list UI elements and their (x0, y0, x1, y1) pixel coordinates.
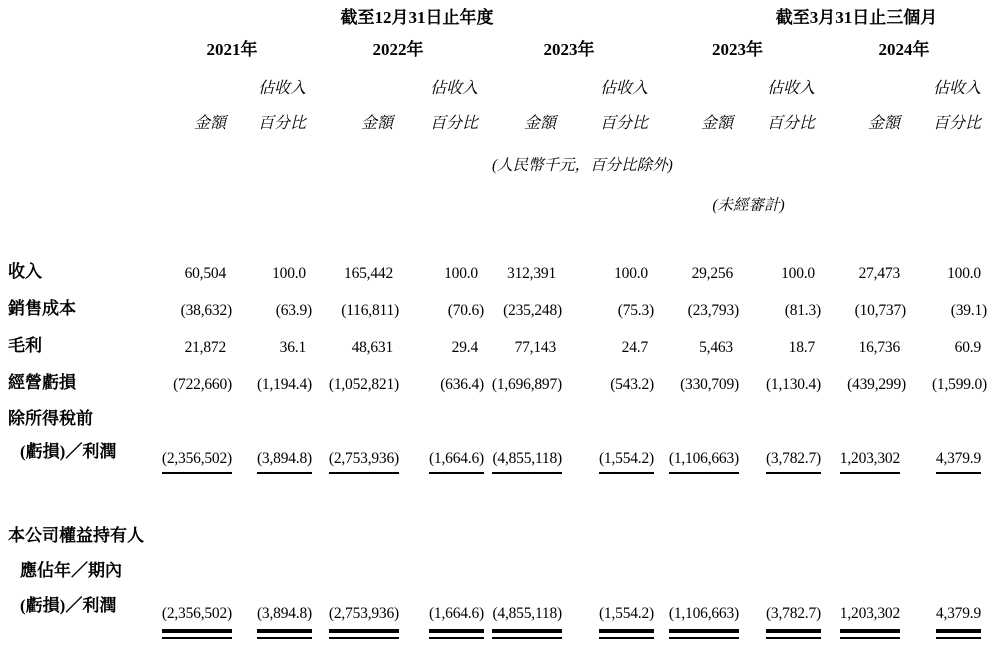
revenue-share-label: 佔收入 (257, 80, 306, 97)
cell-value: (636.4) (440, 376, 484, 393)
value-cell (906, 290, 987, 327)
cell-value: (81.3) (784, 302, 821, 319)
value-cell (399, 327, 484, 364)
cell-value: (543.2) (610, 376, 654, 393)
amount-label: 金額 (523, 115, 556, 132)
empty-cell (0, 28, 152, 60)
cell-value: 100.0 (614, 265, 648, 282)
revenue-share-label: 佔收入 (599, 80, 648, 97)
value-cell (562, 253, 654, 290)
cell-value: 16,736 (858, 339, 900, 356)
cell-value: 5,463 (699, 339, 733, 356)
cell-value: 36.1 (279, 339, 306, 356)
row-label (0, 253, 152, 290)
table-row (0, 327, 987, 364)
cell-value: (1,664.6) (428, 605, 484, 622)
year-label-2023: 2023年 (543, 40, 595, 59)
value-cell (821, 290, 906, 327)
year-label-2021: 2021年 (206, 40, 258, 59)
value-cell (312, 327, 399, 364)
percentage-label: 百分比 (429, 115, 478, 132)
value-cell (232, 401, 312, 477)
value-cell (484, 401, 562, 477)
units-note-cell (484, 133, 673, 175)
cell-value: (1,052,821) (328, 376, 399, 393)
cell-value: (3,894.8) (256, 605, 312, 622)
subheader-row-2 (0, 98, 987, 133)
units-note-row (0, 133, 987, 175)
value-cell (152, 327, 232, 364)
cell-value: (2,356,502) (161, 605, 232, 622)
cell-value: 21,872 (184, 339, 226, 356)
value-cell (152, 518, 232, 647)
row-label (0, 364, 152, 401)
value-cell (562, 401, 654, 477)
amount-label: 金額 (867, 115, 900, 132)
revenue-share-label: 佔收入 (766, 80, 815, 97)
value-cell (906, 253, 987, 290)
amount-label: 金額 (700, 115, 733, 132)
year-label-2022: 2022年 (372, 40, 424, 59)
value-cell (399, 253, 484, 290)
row-label-line: 應佔年／期內 (20, 561, 122, 580)
cell-value: (439,299) (847, 376, 906, 393)
cell-value: 100.0 (947, 265, 981, 282)
value-cell (821, 253, 906, 290)
value-cell (821, 364, 906, 401)
spacer-row (0, 215, 987, 253)
value-cell (821, 401, 906, 477)
revenue-share-label: 佔收入 (429, 80, 478, 97)
value-cell (152, 401, 232, 477)
units-note: (人民幣千元，百分比除外) (492, 157, 673, 174)
value-cell (739, 518, 821, 647)
cell-value: (1,106,663) (668, 605, 739, 622)
value-cell (739, 364, 821, 401)
cell-value: 1,203,302 (839, 605, 900, 622)
value-cell (312, 290, 399, 327)
cell-value: 100.0 (272, 265, 306, 282)
unaudited-note-cell (654, 175, 821, 215)
percentage-label: 百分比 (932, 115, 981, 132)
unaudited-note-row (0, 175, 987, 215)
cell-value: (1,130.4) (765, 376, 821, 393)
row-label-line: 經營虧損 (8, 373, 76, 392)
value-cell (152, 364, 232, 401)
table-row (0, 253, 987, 290)
value-cell (562, 364, 654, 401)
cell-value: 29.4 (451, 339, 478, 356)
value-cell (232, 327, 312, 364)
row-label (0, 290, 152, 327)
cell-value: 312,391 (507, 265, 556, 282)
cell-value: (2,753,936) (328, 605, 399, 622)
cell-value: 60.9 (954, 339, 981, 356)
table-row (0, 364, 987, 401)
value-cell (484, 327, 562, 364)
cell-value: (1,664.6) (428, 450, 484, 467)
cell-value: (4,855,118) (492, 450, 562, 467)
value-cell (312, 401, 399, 477)
cell-value: (1,696,897) (491, 376, 562, 393)
cell-value: 24.7 (621, 339, 648, 356)
row-label-line: (虧損)／利潤 (20, 442, 117, 461)
value-cell (906, 518, 987, 647)
percentage-label: 百分比 (257, 115, 306, 132)
cell-value: (2,753,936) (328, 450, 399, 467)
cell-value: 1,203,302 (839, 450, 900, 467)
value-cell (654, 327, 739, 364)
cell-value: 77,143 (514, 339, 556, 356)
cell-value: (116,811) (341, 302, 399, 319)
year-label-2023-q1: 2023年 (712, 40, 763, 59)
cell-value: (10,737) (854, 302, 906, 319)
row-label-line: 本公司權益持有人 (8, 526, 144, 545)
value-cell (739, 327, 821, 364)
empty-cell (0, 98, 152, 133)
value-cell (232, 364, 312, 401)
empty-cell (0, 60, 152, 98)
cell-value: (330,709) (680, 376, 739, 393)
table-row (0, 518, 987, 647)
cell-value: 4,379.9 (935, 450, 981, 467)
percentage-label: 百分比 (599, 115, 648, 132)
value-cell (232, 290, 312, 327)
cell-value: 29,256 (691, 265, 733, 282)
value-cell (654, 401, 739, 477)
value-cell (654, 290, 739, 327)
cell-value: (3,894.8) (256, 450, 312, 467)
value-cell (562, 518, 654, 647)
value-cell (484, 253, 562, 290)
cell-value: 27,473 (858, 265, 900, 282)
cell-value: (70.6) (447, 302, 484, 319)
value-cell (906, 401, 987, 477)
value-cell (484, 364, 562, 401)
value-cell (312, 518, 399, 647)
value-cell (399, 290, 484, 327)
quarterly-period-title: 截至3月31日止三個月 (775, 8, 938, 27)
cell-value: 100.0 (781, 265, 815, 282)
row-label-line: 除所得稅前 (8, 409, 93, 428)
value-cell (654, 518, 739, 647)
cell-value: (1,554.2) (598, 605, 654, 622)
cell-value: (4,855,118) (492, 605, 562, 622)
cell-value: 165,442 (344, 265, 393, 282)
percentage-label: 百分比 (766, 115, 815, 132)
row-label-line: 毛利 (8, 336, 42, 355)
value-cell (152, 290, 232, 327)
subheader-row-1 (0, 60, 987, 98)
value-cell (399, 364, 484, 401)
cell-value: (1,554.2) (598, 450, 654, 467)
row-label-line: 收入 (8, 262, 42, 281)
table-row (0, 290, 987, 327)
value-cell (654, 253, 739, 290)
value-cell (739, 253, 821, 290)
value-cell (562, 327, 654, 364)
cell-value: (23,793) (687, 302, 739, 319)
row-label (0, 518, 152, 647)
value-cell (739, 401, 821, 477)
value-cell (821, 327, 906, 364)
value-cell (152, 253, 232, 290)
row-label-line: 銷售成本 (8, 299, 76, 318)
cell-value: 48,631 (351, 339, 393, 356)
row-label (0, 327, 152, 364)
cell-value: (3,782.7) (765, 450, 821, 467)
cell-value: (63.9) (275, 302, 312, 319)
value-cell (312, 253, 399, 290)
cell-value: (1,106,663) (668, 450, 739, 467)
empty-cell (0, 0, 152, 28)
cell-value: (722,660) (173, 376, 232, 393)
period-header-row (0, 0, 987, 28)
amount-label: 金額 (193, 115, 226, 132)
row-label-line: (虧損)／利潤 (20, 596, 117, 615)
value-cell (484, 290, 562, 327)
cell-value: 100.0 (444, 265, 478, 282)
value-cell (484, 518, 562, 647)
value-cell (654, 364, 739, 401)
cell-value: (1,599.0) (931, 376, 987, 393)
cell-value: (1,194.4) (256, 376, 312, 393)
cell-value: (2,356,502) (161, 450, 232, 467)
value-cell (399, 518, 484, 647)
cell-value: (39.1) (950, 302, 987, 319)
value-cell (906, 364, 987, 401)
year-label-2024-q1: 2024年 (878, 40, 930, 59)
annual-period-title: 截至12月31日止年度 (340, 8, 494, 27)
cell-value: (38,632) (180, 302, 232, 319)
cell-value: (3,782.7) (765, 605, 821, 622)
revenue-share-label: 佔收入 (932, 80, 981, 97)
value-cell (312, 364, 399, 401)
quarterly-period-cell (654, 0, 987, 28)
table-row (0, 401, 987, 477)
value-cell (232, 253, 312, 290)
value-cell (739, 290, 821, 327)
year-header-row (0, 28, 987, 60)
spacer-row (0, 477, 987, 518)
cell-value: (75.3) (617, 302, 654, 319)
cell-value: 60,504 (184, 265, 226, 282)
cell-value: 4,379.9 (935, 605, 981, 622)
cell-value: 18.7 (788, 339, 815, 356)
value-cell (906, 327, 987, 364)
value-cell (821, 518, 906, 647)
value-cell (232, 518, 312, 647)
value-cell (562, 290, 654, 327)
cell-value: (235,248) (503, 302, 562, 319)
value-cell (399, 401, 484, 477)
unaudited-note: (未經審計) (712, 197, 785, 214)
row-label (0, 401, 152, 477)
amount-label: 金額 (360, 115, 393, 132)
annual-period-cell (152, 0, 654, 28)
